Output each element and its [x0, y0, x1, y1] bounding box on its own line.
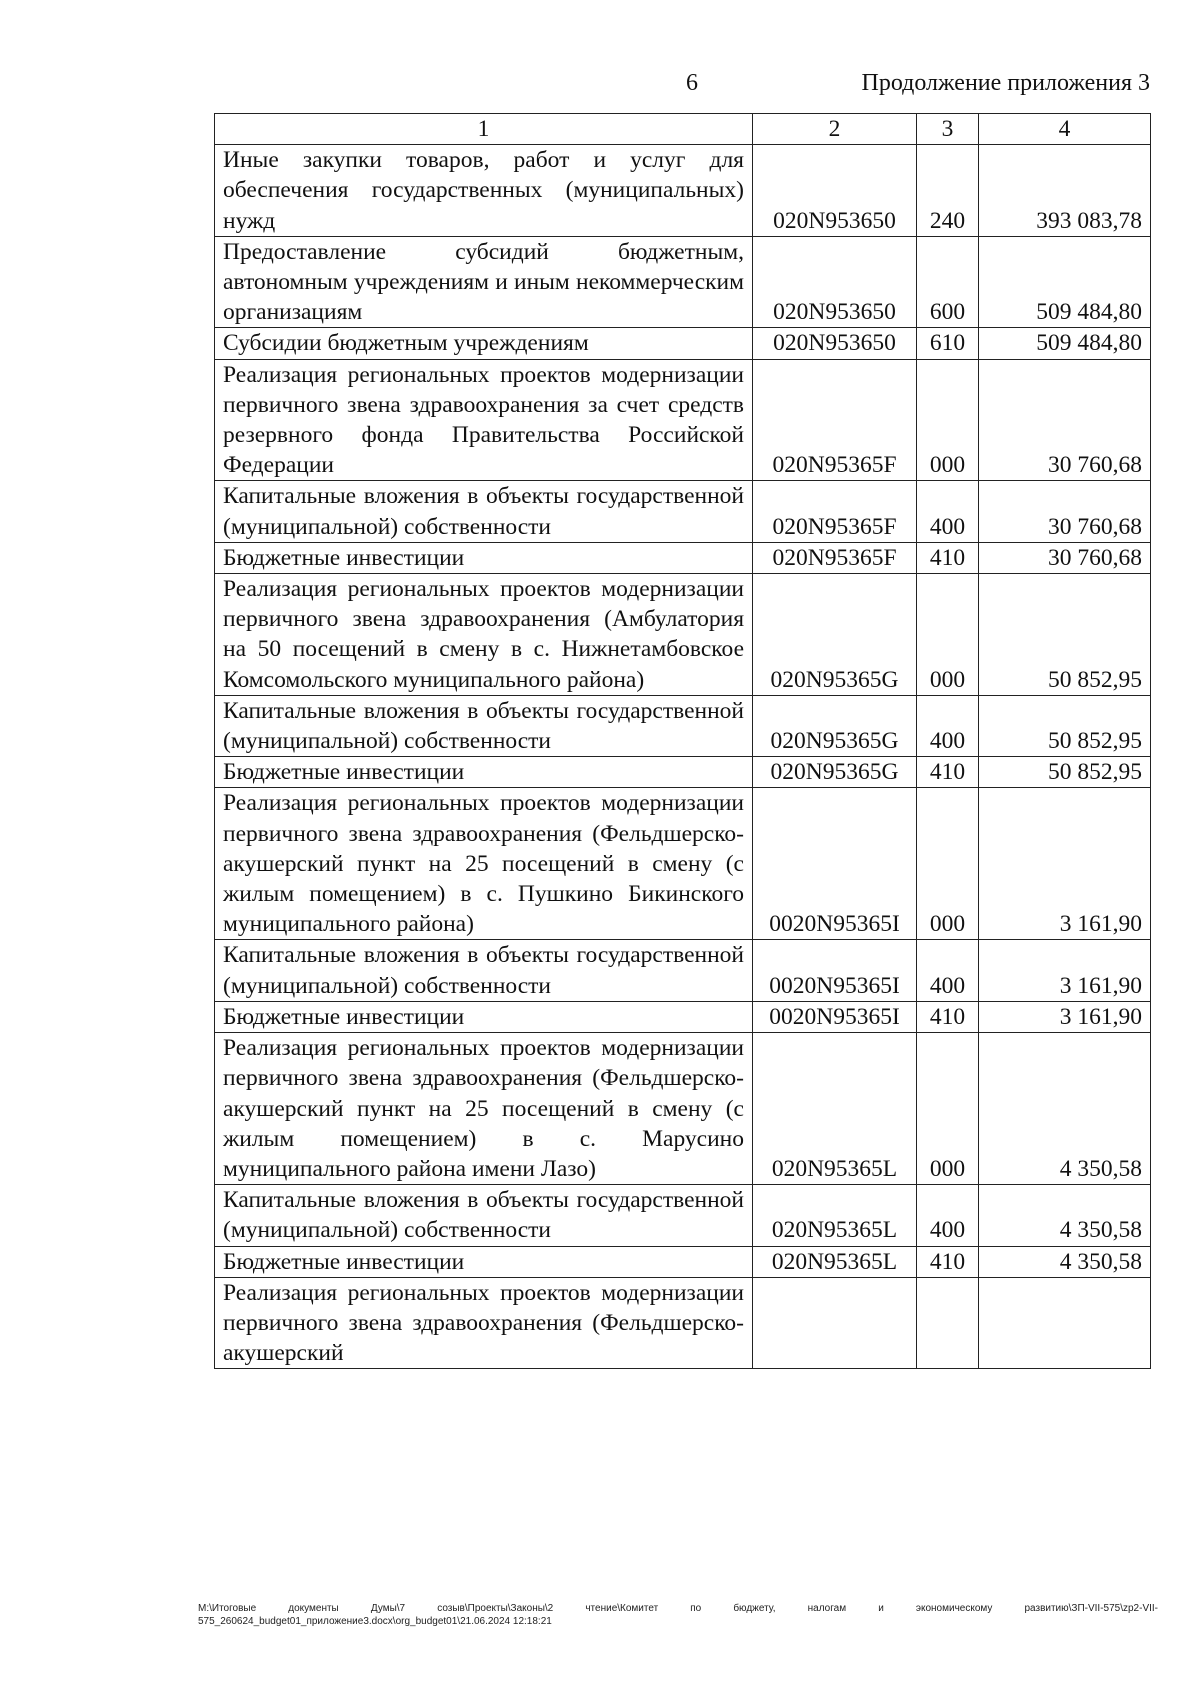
- row-amount: 3 161,90: [979, 788, 1151, 940]
- row-code: 020N953650: [753, 145, 917, 237]
- row-name: Бюджетные инвестиции: [215, 1001, 753, 1032]
- column-header-1: 1: [215, 114, 753, 145]
- row-code: 020N95365G: [753, 574, 917, 696]
- row-amount: 50 852,95: [979, 757, 1151, 788]
- table-row: [215, 940, 1151, 1001]
- row-expense-type: 410: [917, 1001, 979, 1032]
- row-name: Капитальные вложения в объекты государственной (муниципальной) собственности: [215, 940, 753, 1001]
- row-amount: 393 083,78: [979, 145, 1151, 237]
- row-amount: 50 852,95: [979, 695, 1151, 756]
- table-row: [215, 145, 1151, 237]
- row-code: 020N95365F: [753, 481, 917, 542]
- row-code: 020N95365L: [753, 1033, 917, 1185]
- table-header-row: [215, 114, 1151, 145]
- row-code: 0020N95365I: [753, 788, 917, 940]
- row-expense-type: 600: [917, 236, 979, 328]
- row-name: Капитальные вложения в объекты государственной (муниципальной) собственности: [215, 695, 753, 756]
- row-expense-type: 240: [917, 145, 979, 237]
- row-expense-type: 000: [917, 574, 979, 696]
- table-row: [215, 542, 1151, 573]
- row-code: 020N95365G: [753, 757, 917, 788]
- footer-file-path: М:\Итоговые документы Думы\7 созыв\Проекты\Законы\2 чтение\Комитет по бюджету, налогам и экономическому развитию\ЗП-VII-575\zp2-VII-575_260624_budget01_приложение3.docx\org_budget01\21.06.2024 12:18:21: [198, 1603, 1158, 1627]
- row-code: 020N953650: [753, 236, 917, 328]
- row-name: Бюджетные инвестиции: [215, 757, 753, 788]
- row-code: 0020N95365I: [753, 1001, 917, 1032]
- row-expense-type: 400: [917, 481, 979, 542]
- row-amount: 509 484,80: [979, 328, 1151, 359]
- row-amount: 30 760,68: [979, 359, 1151, 481]
- row-amount: 4 350,58: [979, 1246, 1151, 1277]
- table-row: [215, 574, 1151, 696]
- row-code: 020N95365L: [753, 1185, 917, 1246]
- table-row: [215, 695, 1151, 756]
- row-amount: 4 350,58: [979, 1185, 1151, 1246]
- row-expense-type: 610: [917, 328, 979, 359]
- row-name: Капитальные вложения в объекты государственной (муниципальной) собственности: [215, 481, 753, 542]
- row-expense-type: 400: [917, 940, 979, 1001]
- row-code: 0020N95365I: [753, 940, 917, 1001]
- row-name: Субсидии бюджетным учреждениям: [215, 328, 753, 359]
- row-name: Капитальные вложения в объекты государственной (муниципальной) собственности: [215, 1185, 753, 1246]
- table-row: [215, 788, 1151, 940]
- table-row: [215, 328, 1151, 359]
- row-amount: [979, 1277, 1151, 1369]
- column-header-2: 2: [753, 114, 917, 145]
- row-name: Реализация региональных проектов модернизации первичного звена здравоохранения (Фельдшерско-акушерский пункт на 25 посещений в смену (с жилым помещением) в с. Пушкино Бикинского муниципального района): [215, 788, 753, 940]
- row-code: 020N95365F: [753, 542, 917, 573]
- row-name: Бюджетные инвестиции: [215, 542, 753, 573]
- row-amount: 3 161,90: [979, 940, 1151, 1001]
- row-expense-type: 000: [917, 788, 979, 940]
- table-row: [215, 481, 1151, 542]
- row-amount: 509 484,80: [979, 236, 1151, 328]
- table-row: [215, 1001, 1151, 1032]
- table-row: [215, 1033, 1151, 1185]
- row-name: Бюджетные инвестиции: [215, 1246, 753, 1277]
- page-number: 6: [686, 70, 698, 96]
- row-name: Реализация региональных проектов модернизации первичного звена здравоохранения (Амбулатория на 50 посещений в смену в с. Нижнетамбовское Комсомольского муниципального района): [215, 574, 753, 696]
- row-expense-type: [917, 1277, 979, 1369]
- row-name: Реализация региональных проектов модернизации первичного звена здравоохранения за счет средств резервного фонда Правительства Российской Федерации: [215, 359, 753, 481]
- table-row: [215, 757, 1151, 788]
- column-header-3: 3: [917, 114, 979, 145]
- row-expense-type: 400: [917, 1185, 979, 1246]
- table-row: [215, 1185, 1151, 1246]
- row-amount: 30 760,68: [979, 542, 1151, 573]
- row-expense-type: 000: [917, 1033, 979, 1185]
- row-name: Реализация региональных проектов модернизации первичного звена здравоохранения (Фельдшерско-акушерский: [215, 1277, 753, 1369]
- continuation-label: Продолжение приложения 3: [861, 70, 1150, 96]
- row-expense-type: 410: [917, 757, 979, 788]
- row-amount: 50 852,95: [979, 574, 1151, 696]
- row-expense-type: 000: [917, 359, 979, 481]
- row-code: 020N95365G: [753, 695, 917, 756]
- row-amount: 30 760,68: [979, 481, 1151, 542]
- row-code: 020N95365L: [753, 1246, 917, 1277]
- row-amount: 3 161,90: [979, 1001, 1151, 1032]
- budget-table: [214, 113, 1151, 1369]
- row-amount: 4 350,58: [979, 1033, 1151, 1185]
- row-name: Предоставление субсидий бюджетным, автономным учреждениям и иным некоммерческим организациям: [215, 236, 753, 328]
- table-row: [215, 236, 1151, 328]
- row-code: 020N95365F: [753, 359, 917, 481]
- row-expense-type: 410: [917, 542, 979, 573]
- row-expense-type: 410: [917, 1246, 979, 1277]
- row-name: Реализация региональных проектов модернизации первичного звена здравоохранения (Фельдшерско-акушерский пункт на 25 посещений в смену (с жилым помещением) в с. Марусино муниципального района имени Лазо): [215, 1033, 753, 1185]
- table-row: [215, 359, 1151, 481]
- row-code: 020N953650: [753, 328, 917, 359]
- column-header-4: 4: [979, 114, 1151, 145]
- row-name: Иные закупки товаров, работ и услуг для обеспечения государственных (муниципальных) нужд: [215, 145, 753, 237]
- table-row: [215, 1246, 1151, 1277]
- row-expense-type: 400: [917, 695, 979, 756]
- row-code: [753, 1277, 917, 1369]
- table-row: [215, 1277, 1151, 1369]
